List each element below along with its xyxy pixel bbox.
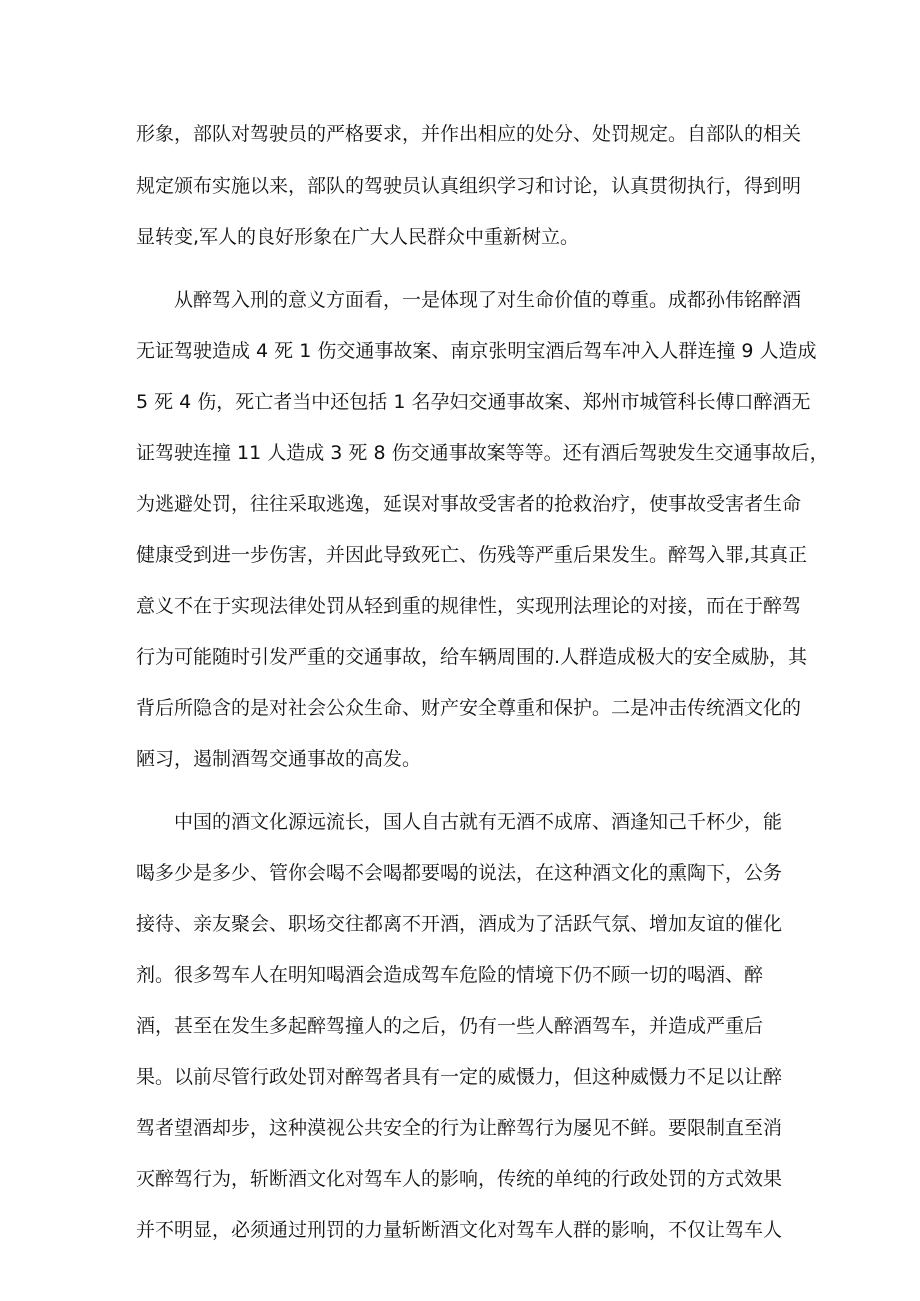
text-line: 驾者望酒却步，这种漠视公共安全的行为让醉驾行为屡见不鲜。要限制直至消 [136,1117,783,1139]
text-line: 果。以前尽管行政处罚对醉驾者具有一定的威慑力，但这种威慑力不足以让醉 [136,1066,783,1088]
text-line: 从醉驾入刑的意义方面看，一是体现了对生命价值的尊重。成都孙伟铭醉酒 [174,289,802,311]
text-line: 灭醉驾行为，斩断酒文化对驾车人的影响，传统的单纯的行政处罚的方式效果 [136,1168,783,1190]
text-line: 陋习，遏制酒驾交通事故的高发。 [136,748,422,770]
text-line: 显转变,军人的良好形象在广大人民群众中重新树立。 [136,226,580,248]
text-line: 并不明显，必须通过刑罚的力量斩断酒文化对驾车人群的影响，不仅让驾车人 [136,1219,783,1241]
text-line: 规定颁布实施以来，部队的驾驶员认真组织学习和讨论，认真贯彻执行，得到明 [136,175,802,197]
text-line: 证驾驶连撞 11 人造成 3 死 8 伤交通事故案等等。还有酒后驾驶发生交通事故后， [136,442,829,464]
text-line: 5 死 4 伤，死亡者当中还包括 1 名孕妇交通事故案、郑州市城管科长傅口醉酒无 [136,391,811,413]
text-line: 形象，部队对驾驶员的严格要求，并作出相应的处分、处罚规定。自部队的相关 [136,123,802,145]
text-line: 接待、亲友聚会、职场交往都离不开酒，酒成为了活跃气氛、增加友谊的催化 [136,913,783,935]
text-line: 意义不在于实现法律处罚从轻到重的规律性，实现刑法理论的对接，而在于醉驾 [136,595,802,617]
text-line: 喝多少是多少、管你会喝不会喝都要喝的说法，在这种酒文化的熏陶下，公务 [136,862,783,884]
text-line: 剂。很多驾车人在明知喝酒会造成驾车危险的情境下仍不顾一切的喝酒、醉 [136,964,764,986]
text-line: 健康受到进一步伤害，并因此导致死亡、伤残等严重后果发生。醉驾入罪,其真正 [136,544,808,566]
text-line: 酒，甚至在发生多起醉驾撞人的之后，仍有一些人醉酒驾车，并造成严重后 [136,1015,764,1037]
text-line: 为逃避处罚，往往采取逃逸，延误对事故受害者的抢救治疗，使事故受害者生命 [136,493,802,515]
text-line: 背后所隐含的是对社会公众生命、财产安全尊重和保护。二是冲击传统酒文化的 [136,697,802,719]
text-line: 行为可能随时引发严重的交通事故，给车辆周围的.人群造成极大的安全威胁，其 [136,646,808,668]
text-line: 中国的酒文化源远流长，国人自古就有无酒不成席、酒逢知己千杯少，能 [174,811,783,833]
text-line: 无证驾驶造成 4 死 1 伤交通事故案、南京张明宝酒后驾车冲入人群连撞 9 人造成 [136,340,817,362]
